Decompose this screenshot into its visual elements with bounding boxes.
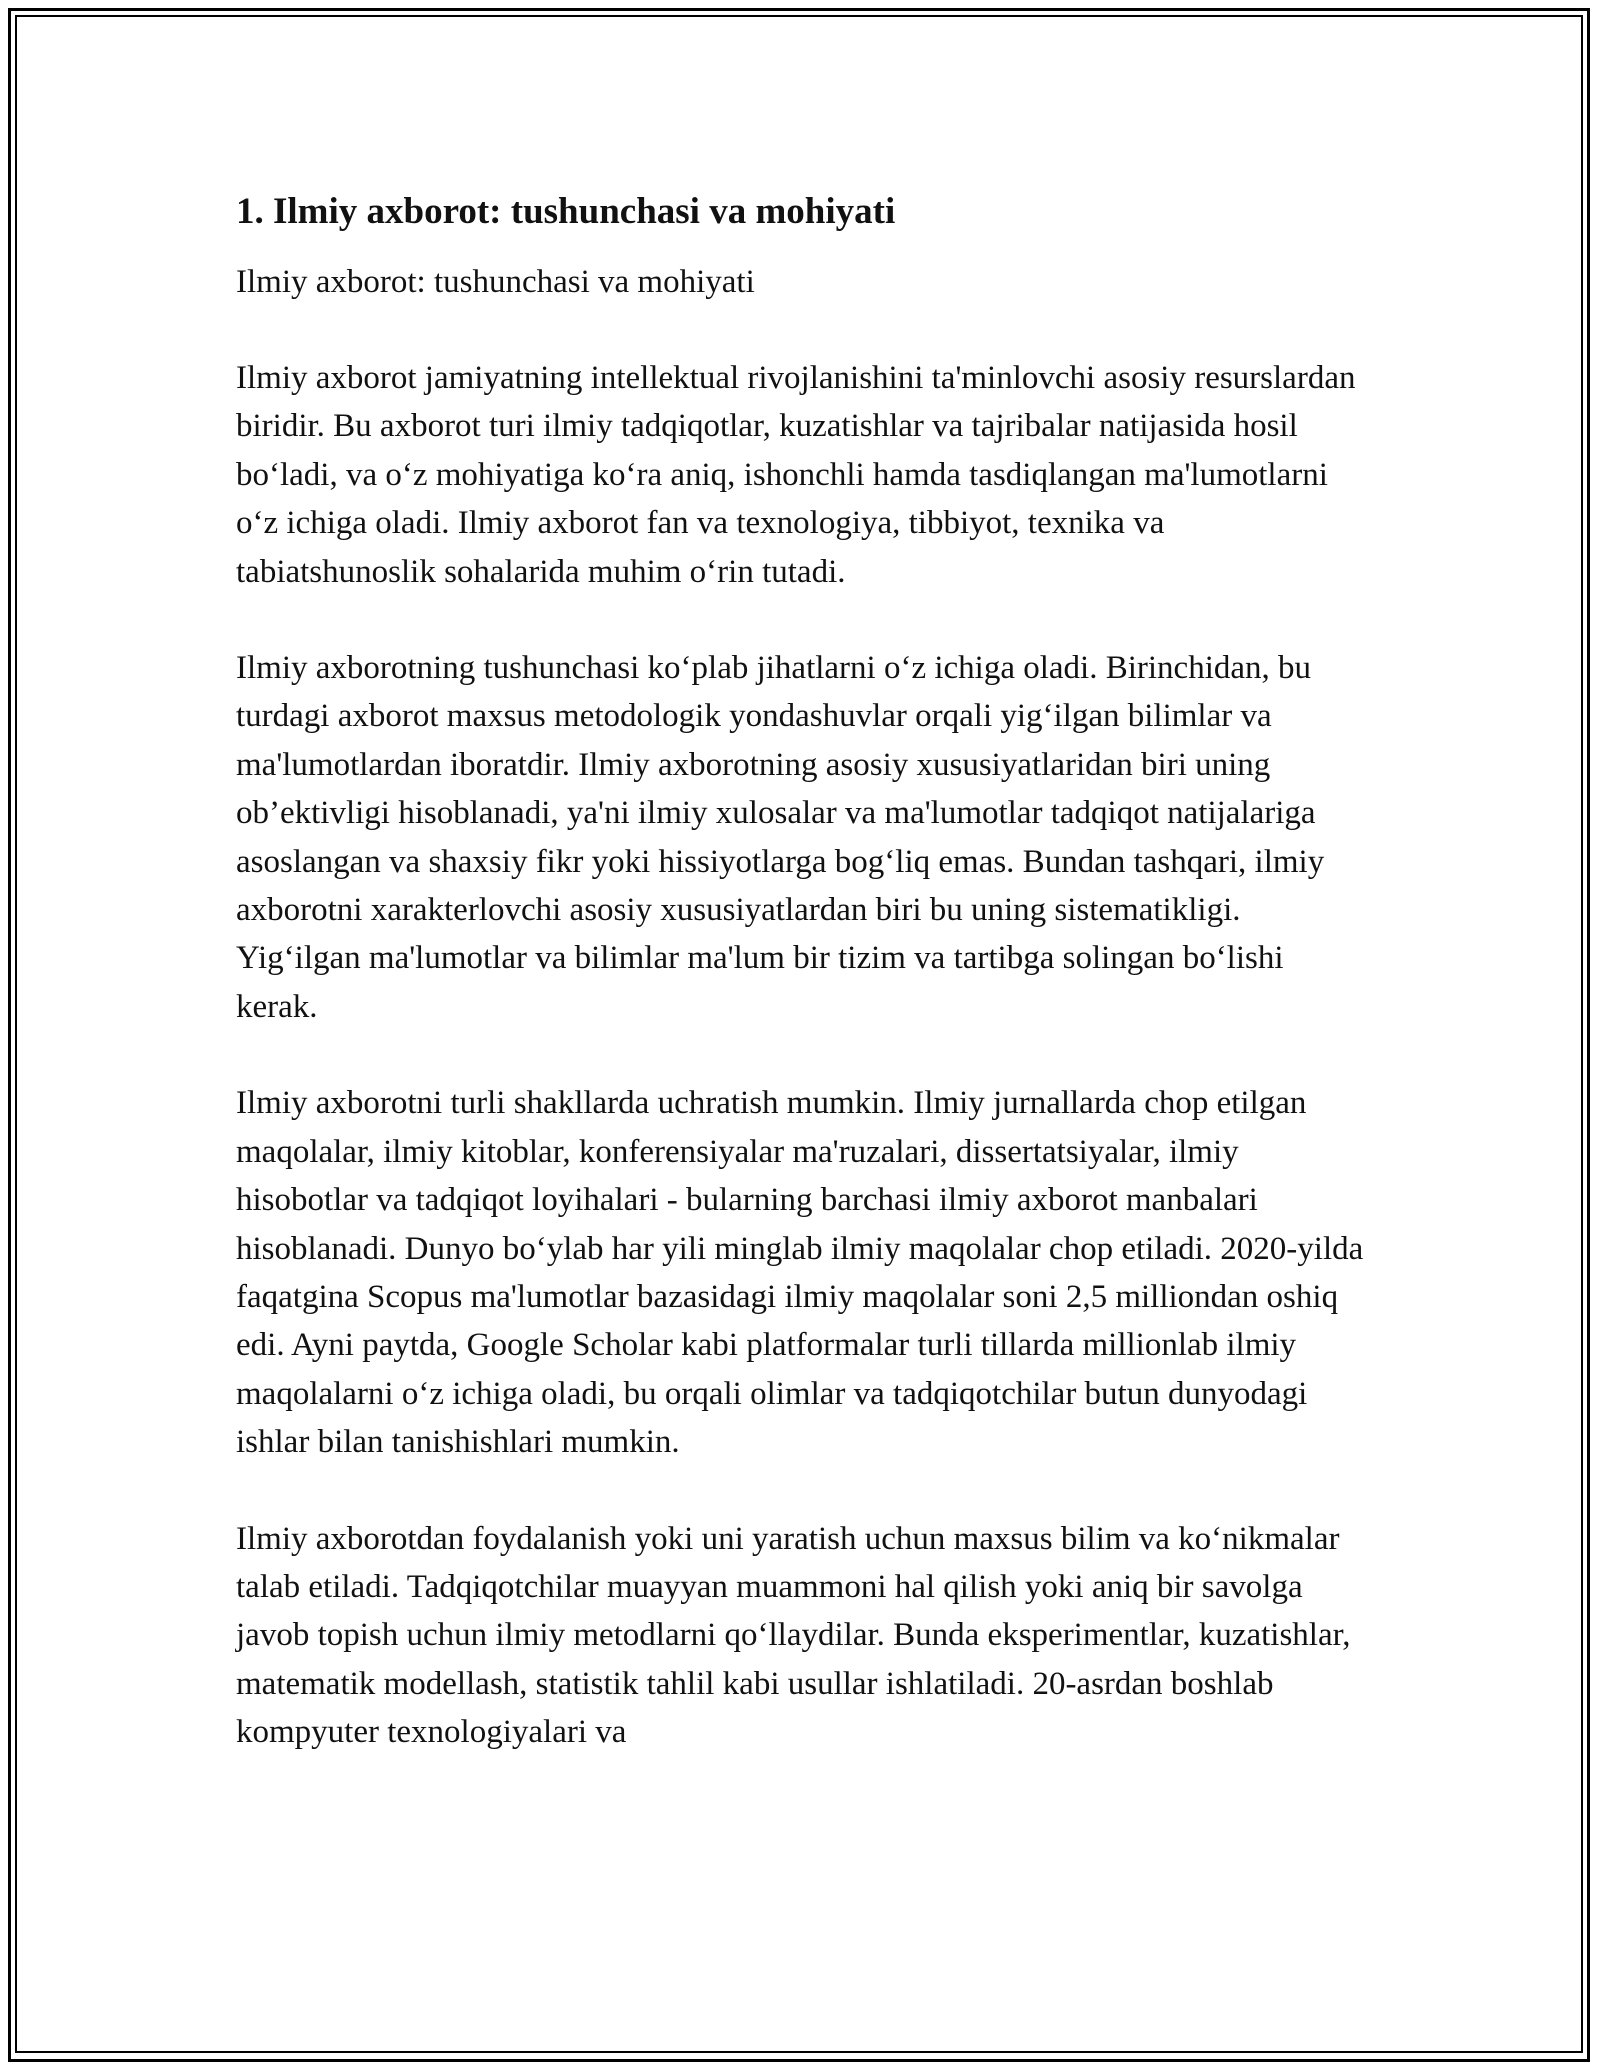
paragraph-2: Ilmiy axborotning tushunchasi ko‘plab jihatlarni o‘z ichiga oladi. Birinchidan, bu turdagi axborot maxsus metodologik yondashuvlar orqali yig‘ilgan bilimlar va ma'lumotlardan iboratdir. Ilmiy axborotning asosiy xususiyatlaridan biri uning ob’ektivligi hisoblanadi, ya'ni ilmiy xulosalar va ma'lumotlar tadqiqot natijalariga asoslangan va shaxsiy fikr yoki hissiyotlarga bog‘liq emas. Bundan tashqari, ilmiy axborotni xarakterlovchi asosiy xususiyatlardan biri bu uning sistematikligi. Yig‘ilgan ma'lumotlar va bilimlar ma'lum bir tizim va tartibga solingan bo‘lishi kerak. xyxy=(236,650,1325,1025)
paragraph-3: Ilmiy axborotni turli shakllarda uchratish mumkin. Ilmiy jurnallarda chop etilgan maqolalar, ilmiy kitoblar, konferensiyalar ma'ruzalari, dissertatsiyalar, ilmiy hisobotlar va tadqiqot loyihalari - bularning barchasi ilmiy axborot manbalari hisoblanadi. Dunyo bo‘ylab har yili minglab ilmiy maqolalar chop etiladi. 2020-yilda faqatgina Scopus ma'lumotlar bazasidagi ilmiy maqolalar soni 2,5 milliondan oshiq edi. Ayni paytda, Google Scholar kabi platformalar turli tillarda millionlab ilmiy maqolalarni o‘z ichiga oladi, bu orqali olimlar va tadqiqotchilar butun dunyodagi ishlar bilan tanishishlari mumkin. xyxy=(236,1085,1364,1461)
document-body xyxy=(236,186,1366,1757)
paragraph-4: Ilmiy axborotdan foydalanish yoki uni yaratish uchun maxsus bilim va ko‘nikmalar talab etiladi. Tadqiqotchilar muayyan muammoni hal qilish yoki aniq bir savolga javob topish uchun ilmiy metodlarni qo‘llaydilar. Bunda eksperimentlar, kuzatishlar, matematik modellash, statistik tahlil kabi usullar ishlatiladi. 20-asrdan boshlab kompyuter texnologiyalari va xyxy=(236,1520,1351,1751)
section-subtitle: Ilmiy axborot: tushunchasi va mohiyati xyxy=(236,264,755,300)
paragraph-1: Ilmiy axborot jamiyatning intellektual rivojlanishini ta'minlovchi asosiy resurslardan biridir. Bu axborot turi ilmiy tadqiqotlar, kuzatishlar va tajribalar natijasida hosil bo‘ladi, va o‘z mohiyatiga ko‘ra aniq, ishonchli hamda tasdiqlangan ma'lumotlarni o‘z ichiga oladi. Ilmiy axborot fan va texnologiya, tibbiyot, texnika va tabiatshunoslik sohalarida muhim o‘rin tutadi. xyxy=(236,360,1356,590)
section-heading: 1. Ilmiy axborot: tushunchasi va mohiyati xyxy=(236,191,896,232)
